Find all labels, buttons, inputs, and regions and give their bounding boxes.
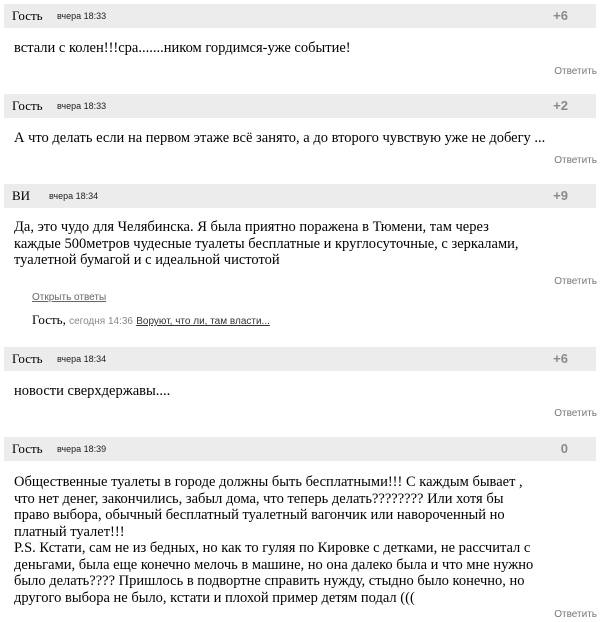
comment-author: Гость [12, 8, 43, 23]
comment-header [4, 184, 596, 208]
comment-author: Гость [12, 351, 43, 366]
comment-line: право выбора, обычный бесплатный туалетный вагончик или навороченный но [14, 507, 505, 523]
reply-button[interactable]: Ответить [554, 408, 597, 419]
reply-button[interactable]: Ответить [554, 66, 597, 77]
comment-header [4, 94, 596, 118]
comment-text [14, 383, 586, 400]
comment-score: +9 [553, 188, 568, 203]
reply-button[interactable]: Ответить [554, 609, 597, 620]
comment-time: вчера 18:33 [57, 101, 107, 111]
reply-button[interactable]: Ответить [554, 276, 597, 287]
comment-line: новости сверхдержавы.... [14, 383, 171, 399]
nested-reply [32, 312, 270, 328]
comment-line: было делать???? Пришлось в подвортне справить нужду, стыдно было конечно, но [14, 573, 525, 589]
comment-header [4, 347, 596, 371]
comment-time: вчера 18:34 [49, 191, 99, 201]
comment-score: +2 [553, 98, 568, 113]
comment-line: что нет денег, закончились, забыл дома, что теперь делать???????? Или хотя бы [14, 490, 504, 507]
comment-score: +6 [553, 8, 568, 23]
nested-reply-time: сегодня 14:36 [69, 316, 133, 327]
comment-time: вчера 18:39 [57, 444, 107, 454]
comment-header [4, 437, 596, 461]
comment-time: вчера 18:33 [57, 11, 107, 21]
comment-line: деньгами, была еще конечно мелочь в машине, но она далеко была и что мне нужно [14, 556, 534, 573]
comment-header [4, 4, 596, 28]
comment-line: платный туалет!!! [14, 523, 125, 540]
comment-time: вчера 18:34 [57, 354, 107, 364]
comment-text [14, 130, 586, 147]
comment-line: Да, это чудо для Челябинска. Я была приятно поражена в Тюмени, там через [14, 219, 489, 235]
comment-line: P.S. Кстати, сам не из бедных, но как то гуляя по Кировке с детками, не рассчитал с [14, 540, 531, 556]
comment-text [14, 40, 586, 57]
comment-text [14, 219, 586, 269]
comment-line: А что делать если на первом этаже всё занято, а до второго чувствую уже не добегу ... [14, 130, 546, 146]
comment-score: 0 [560, 441, 568, 456]
comment-score: +6 [553, 351, 568, 366]
comment-line: туалетной бумагой и с идеальной чистотой [14, 252, 280, 268]
reply-button[interactable]: Ответить [554, 155, 597, 166]
comment-author: ВИ [12, 188, 31, 203]
comment-line: каждые 500метров чудесные туалеты бесплатные и круглосуточные, с зеркалами, [14, 235, 519, 252]
comment-text [14, 474, 586, 606]
open-replies-link[interactable]: Открыть ответы [32, 292, 107, 303]
nested-reply-link[interactable]: Воруют, что ли, там власти... [136, 316, 270, 327]
comment-author: Гость [12, 441, 43, 456]
comment-line: Общественные туалеты в городе должны быть бесплатными!!! С каждым бывает , [14, 474, 523, 490]
nested-reply-author: Гость, [32, 312, 66, 327]
comment-line: встали с колен!!!сра.......ником гордимся-уже событие! [14, 40, 351, 56]
comment-line: другого выбора не было, кстати и плохой пример детям подал ((( [14, 589, 415, 606]
comment-author: Гость [12, 98, 43, 113]
